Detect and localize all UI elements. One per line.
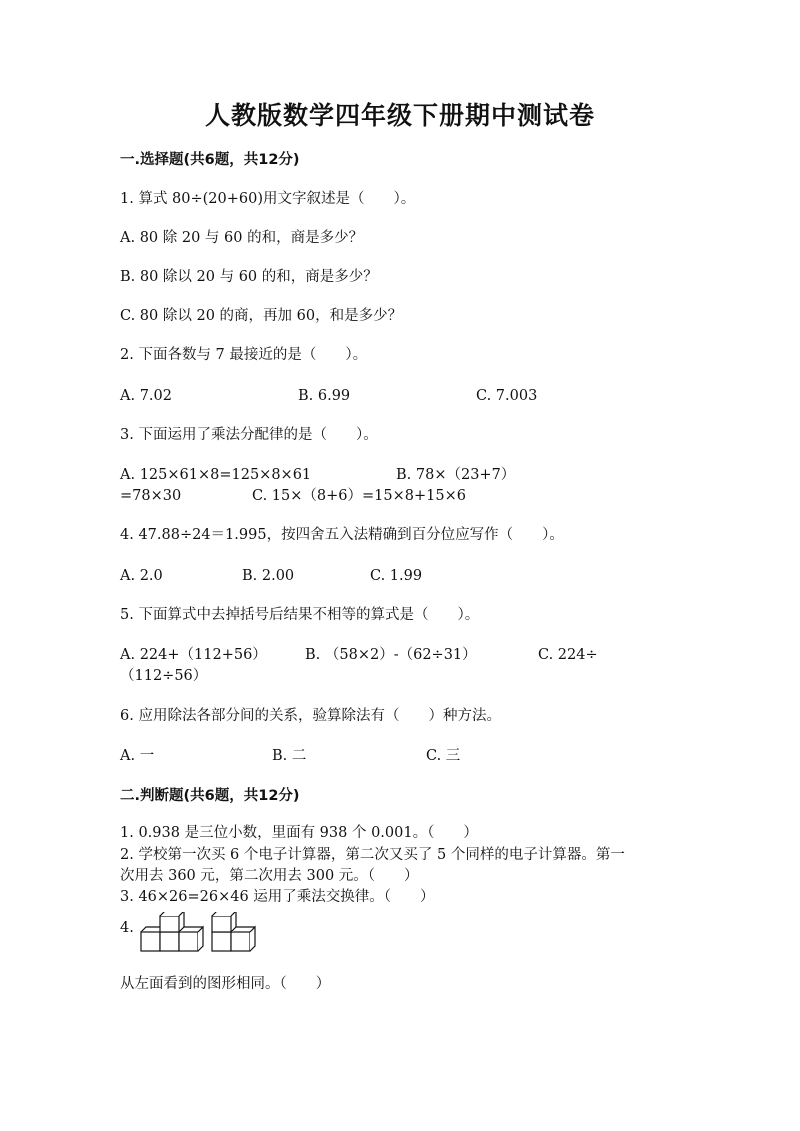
question-4-stem: 4. 47.88÷24＝1.995，按四舍五入法精确到百分位应写作（ ）。 <box>120 527 564 543</box>
question-1-option-a: A. 80 除 20 与 60 的和，商是多少？ <box>120 230 364 246</box>
question-5-option-c: C. 224÷ <box>538 647 598 663</box>
cube-stack-right <box>212 912 255 951</box>
page-title: 人教版数学四年级下册期中测试卷 <box>204 101 595 130</box>
question-3-stem: 3. 下面运用了乘法分配律的是（ ）。 <box>120 427 378 443</box>
question-3-option-a: A. 125×61×8=125×8×61 <box>120 467 312 483</box>
judgement-question-2-line-1: 2. 学校第一次买 6 个电子计算器，第二次又买了 5 个同样的电子计算器。第一 <box>120 847 625 863</box>
judgement-question-2-line-2: 次用去 360 元，第二次用去 300 元。（ ） <box>120 868 419 884</box>
section-heading-choice: 一.选择题(共6题，共12分) <box>120 152 300 168</box>
judgement-question-4-text: 从左面看到的图形相同。（ ） <box>120 976 331 992</box>
question-2-option-b: B. 6.99 <box>298 388 351 404</box>
question-6-stem: 6. 应用除法各部分间的关系，验算除法有（ ）种方法。 <box>120 708 501 724</box>
question-3-option-b-continued: =78×30 <box>120 488 182 504</box>
question-1-option-b: B. 80 除以 20 与 60 的和，商是多少？ <box>120 269 378 285</box>
question-4-option-a: A. 2.0 <box>120 568 163 584</box>
question-2-option-c: C. 7.003 <box>476 388 538 404</box>
question-3-option-b: B. 78×（23+7） <box>396 467 516 483</box>
question-4-option-c: C. 1.99 <box>370 568 423 584</box>
question-4-option-b: B. 2.00 <box>242 568 295 584</box>
cube-stack-left <box>141 912 203 951</box>
question-3-option-c: C. 15×（8+6）=15×8+15×6 <box>252 488 466 504</box>
question-2-option-a: A. 7.02 <box>120 388 172 404</box>
judgement-question-1: 1. 0.938 是三位小数，里面有 938 个 0.001。（ ） <box>120 825 478 841</box>
question-1-stem: 1. 算式 80÷(20+60)用文字叙述是（ ）。 <box>120 191 416 207</box>
question-5-option-a: A. 224+（112+56） <box>120 647 267 663</box>
question-6-option-c: C. 三 <box>426 748 461 764</box>
cube-stacks-figure <box>140 912 265 956</box>
section-heading-judgement: 二.判断题(共6题，共12分) <box>120 788 300 804</box>
judgement-question-4-number: 4. <box>120 920 134 936</box>
question-1-option-c: C. 80 除以 20 的商，再加 60，和是多少？ <box>120 308 403 324</box>
question-6-option-a: A. 一 <box>120 748 155 764</box>
question-6-option-b: B. 二 <box>272 748 307 764</box>
question-5-option-c-continued: （112÷56） <box>120 668 208 684</box>
question-2-stem: 2. 下面各数与 7 最接近的是（ ）。 <box>120 347 368 363</box>
question-5-option-b: B. （58×2）-（62÷31） <box>305 647 477 663</box>
question-5-stem: 5. 下面算式中去掉括号后结果不相等的算式是（ ）。 <box>120 607 480 623</box>
judgement-question-3: 3. 46×26=26×46 运用了乘法交换律。（ ） <box>120 889 435 905</box>
